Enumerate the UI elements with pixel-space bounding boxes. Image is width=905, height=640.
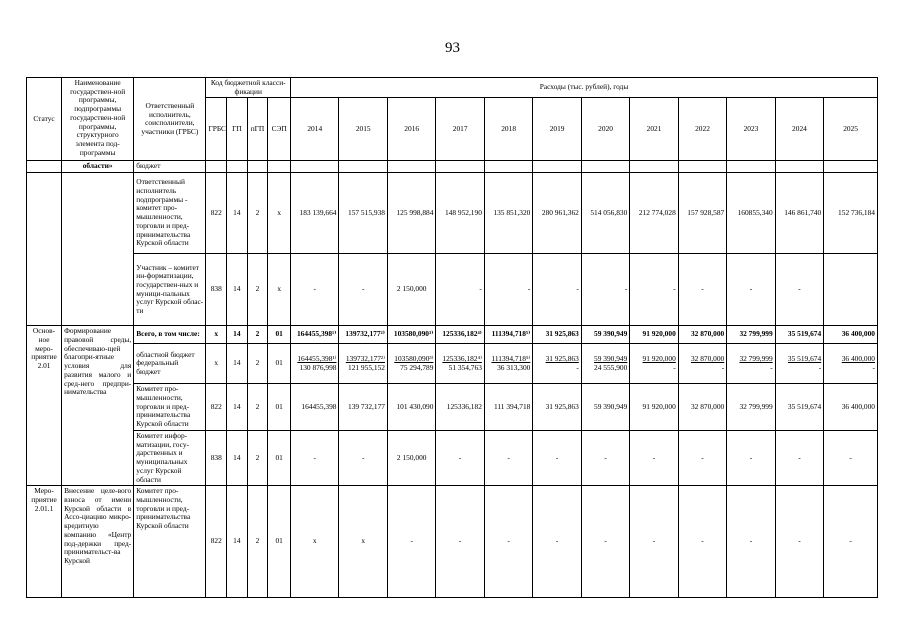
value-cell: 125336,182 bbox=[436, 384, 484, 431]
header-code-group: Код бюджетной класси-фикации bbox=[206, 78, 291, 98]
grbs-cell: 838 bbox=[206, 254, 227, 326]
value-cell: 36 400,000 bbox=[824, 384, 878, 431]
executor-cell: бюджет bbox=[134, 161, 206, 173]
value-cell bbox=[824, 344, 878, 384]
header-executor: Ответственный исполнитель, соисполнители, участники (ГРБС) bbox=[134, 78, 206, 161]
regional-value: 139732,177²⁾ bbox=[345, 353, 385, 363]
value-cell: - bbox=[727, 430, 775, 485]
value-cell: 103580,090³⁾ bbox=[387, 326, 435, 344]
value-cell bbox=[291, 344, 339, 384]
header-grbs: ГРБС bbox=[206, 98, 227, 161]
executor-cell: Комитет про-мышленности, торговли и пред-принимательства Курской области bbox=[134, 384, 206, 431]
status-cell bbox=[27, 173, 62, 326]
value-cell: 35 519,674 bbox=[775, 384, 823, 431]
value-cell: 31 925,863 bbox=[533, 384, 581, 431]
executor-cell: Всего, в том числе: bbox=[134, 326, 206, 344]
header-expenses: Расходы (тыс. рублей), годы bbox=[291, 78, 878, 98]
regional-value: 36 400,000 bbox=[841, 353, 875, 363]
value-cell: 139732,177²⁾ bbox=[339, 326, 387, 344]
value-cell: х bbox=[339, 486, 387, 598]
value-cell: 91 920,000 bbox=[630, 384, 678, 431]
value-cell: - bbox=[630, 254, 678, 326]
value-cell: 2 150,000 bbox=[387, 430, 435, 485]
executor-cell: Ответственный исполнитель подпрограммы - комитет про-мышленности, торговли и пред-принимательства Курской области bbox=[134, 173, 206, 254]
header-year: 2021 bbox=[630, 98, 678, 161]
header-year: 2022 bbox=[678, 98, 726, 161]
value-cell: 32 870,000 bbox=[678, 384, 726, 431]
value-cell: - bbox=[436, 430, 484, 485]
value-cell: - bbox=[387, 486, 435, 598]
federal-value: 36 313,300 bbox=[497, 362, 531, 372]
header-year: 2015 bbox=[339, 98, 387, 161]
header-year: 2020 bbox=[581, 98, 629, 161]
value-cell: х bbox=[291, 486, 339, 598]
federal-value: - bbox=[576, 362, 579, 372]
gp-cell: 14 bbox=[227, 384, 248, 431]
value-cell: 36 400,000 bbox=[824, 326, 878, 344]
value-cell: 164455,398¹⁾ bbox=[291, 326, 339, 344]
value-cell: 31 925,863 bbox=[533, 326, 581, 344]
sep-cell: х bbox=[268, 254, 291, 326]
value-cell: - bbox=[630, 430, 678, 485]
value-cell: 111 394,718 bbox=[484, 384, 532, 431]
status-cell bbox=[27, 161, 62, 173]
value-cell: - bbox=[824, 430, 878, 485]
value-cell: - bbox=[533, 254, 581, 326]
value-cell: - bbox=[291, 254, 339, 326]
value-cell: - bbox=[436, 254, 484, 326]
value-cell bbox=[436, 344, 484, 384]
value-cell: - bbox=[630, 486, 678, 598]
value-cell: - bbox=[678, 486, 726, 598]
value-cell: 160855,340 bbox=[727, 173, 775, 254]
value-cell: 164455,398 bbox=[291, 384, 339, 431]
gp-cell: 14 bbox=[227, 254, 248, 326]
value-cell: 157 928,587 bbox=[678, 173, 726, 254]
grbs-cell: х bbox=[206, 326, 227, 344]
name-cell bbox=[62, 173, 134, 326]
value-cell: - bbox=[484, 254, 532, 326]
federal-value: 121 955,152 bbox=[348, 362, 385, 372]
executor-cell: Комитет про-мышленности, торговли и пред-принимательства Курской области bbox=[134, 486, 206, 598]
federal-value: - bbox=[721, 362, 725, 372]
value-cell bbox=[581, 344, 629, 384]
value-cell: 135 851,320 bbox=[484, 173, 532, 254]
value-cell bbox=[630, 344, 678, 384]
pgp-cell: 2 bbox=[247, 486, 268, 598]
header-year: 2017 bbox=[436, 98, 484, 161]
value-cell: - bbox=[339, 430, 387, 485]
value-cell bbox=[824, 254, 878, 326]
pgp-cell: 2 bbox=[247, 173, 268, 254]
value-cell: - bbox=[291, 430, 339, 485]
value-cell: 91 920,000 bbox=[630, 326, 678, 344]
regional-value: 35 519,674 bbox=[787, 353, 822, 363]
regional-value: 59 390,949 bbox=[594, 353, 628, 363]
value-cell: 32 799,999 bbox=[727, 384, 775, 431]
value-cell: 32 870,000 bbox=[678, 326, 726, 344]
federal-value: - bbox=[770, 362, 773, 372]
gp-cell: 14 bbox=[227, 486, 248, 598]
sep-cell: 01 bbox=[268, 326, 291, 344]
sep-cell: 01 bbox=[268, 430, 291, 485]
name-cell: Внесение целе-вого взноса от имени Курской области в Ассо-циацию микро-кредитную компанию «Центр под-держки пред-принимательст-ва Курской bbox=[62, 486, 134, 598]
value-cell bbox=[484, 344, 532, 384]
header-sep: СЭП bbox=[268, 98, 291, 161]
sep-cell: 01 bbox=[268, 486, 291, 598]
value-cell: - bbox=[533, 486, 581, 598]
grbs-cell: 822 bbox=[206, 486, 227, 598]
value-cell: - bbox=[727, 486, 775, 598]
value-cell: - bbox=[678, 254, 726, 326]
regional-value: 111394,718⁵⁾ bbox=[491, 353, 531, 363]
gp-cell: 14 bbox=[227, 173, 248, 254]
name-cell: области» bbox=[62, 161, 134, 173]
gp-cell: 14 bbox=[227, 430, 248, 485]
value-cell: 2 150,000 bbox=[387, 254, 435, 326]
pgp-cell: 2 bbox=[247, 254, 268, 326]
status-cell: Основ-ное меро-приятие 2.01 bbox=[27, 326, 62, 486]
header-year: 2014 bbox=[291, 98, 339, 161]
sep-cell: 01 bbox=[268, 344, 291, 384]
value-cell: 148 952,190 bbox=[436, 173, 484, 254]
value-cell: 125336,182⁴⁾ bbox=[436, 326, 484, 344]
value-cell: 152 736,184 bbox=[824, 173, 878, 254]
federal-value: 51 354,763 bbox=[448, 362, 482, 372]
value-cell: 146 861,740 bbox=[775, 173, 823, 254]
header-status: Статус bbox=[27, 78, 62, 161]
federal-value: - bbox=[818, 362, 822, 372]
regional-value: 32 870,000 bbox=[690, 353, 725, 363]
regional-value: 31 925,863 bbox=[545, 353, 579, 363]
value-cell: 35 519,674 bbox=[775, 326, 823, 344]
value-cell: 514 056,830 bbox=[581, 173, 629, 254]
gp-cell: 14 bbox=[227, 344, 248, 384]
value-cell: 111394,718⁵⁾ bbox=[484, 326, 532, 344]
header-name: Наименование государствен-ной программы, подпрограммы государствен-ной программы, структурного элемента под-программы bbox=[62, 78, 134, 161]
header-year: 2018 bbox=[484, 98, 532, 161]
status-cell: Меро-приятие 2.01.1 bbox=[27, 486, 62, 598]
value-cell bbox=[533, 344, 581, 384]
value-cell bbox=[387, 344, 435, 384]
value-cell bbox=[339, 344, 387, 384]
header-year: 2025 bbox=[824, 98, 878, 161]
value-cell: 125 998,884 bbox=[387, 173, 435, 254]
federal-value: 130 876,998 bbox=[299, 362, 337, 372]
gp-cell: 14 bbox=[227, 326, 248, 344]
grbs-cell: 822 bbox=[206, 173, 227, 254]
regional-value: 125336,182⁴⁾ bbox=[442, 353, 482, 363]
page-number: 93 bbox=[445, 40, 460, 56]
header-year: 2023 bbox=[727, 98, 775, 161]
header-year: 2024 bbox=[775, 98, 823, 161]
pgp-cell: 2 bbox=[247, 430, 268, 485]
value-cell: 59 390,949 bbox=[581, 384, 629, 431]
pgp-cell: 2 bbox=[247, 384, 268, 431]
name-cell: Формирование правовой среды, обеспечиваю-щей благопри-ятные условия для развития малого и сред-него предпри-нимательства bbox=[62, 326, 134, 486]
header-pgp: пГП bbox=[247, 98, 268, 161]
value-cell: 32 799,999 bbox=[727, 326, 775, 344]
value-cell: 183 139,664 bbox=[291, 173, 339, 254]
federal-value: - bbox=[673, 362, 676, 372]
federal-value: 24 555,900 bbox=[594, 362, 628, 372]
grbs-cell: 822 bbox=[206, 384, 227, 431]
value-cell bbox=[775, 344, 823, 384]
regional-value: 103580,090³⁾ bbox=[394, 353, 434, 363]
value-cell: - bbox=[775, 254, 823, 326]
header-gp: ГП bbox=[227, 98, 248, 161]
regional-value: 91 920,000 bbox=[642, 353, 676, 363]
value-cell: 139 732,177 bbox=[339, 384, 387, 431]
value-cell: - bbox=[775, 430, 823, 485]
grbs-cell: х bbox=[206, 344, 227, 384]
header-year: 2016 bbox=[387, 98, 435, 161]
value-cell: 280 961,362 bbox=[533, 173, 581, 254]
pgp-cell: 2 bbox=[247, 344, 268, 384]
value-cell: - bbox=[436, 486, 484, 598]
value-cell: - bbox=[339, 254, 387, 326]
pgp-cell: 2 bbox=[247, 326, 268, 344]
grbs-cell: 838 bbox=[206, 430, 227, 485]
value-cell: - bbox=[678, 430, 726, 485]
value-cell: - bbox=[581, 430, 629, 485]
value-cell: 101 430,090 bbox=[387, 384, 435, 431]
executor-cell: Комитет инфор-матизации, госу-дарственных и муниципальных услуг Курской области bbox=[134, 430, 206, 485]
value-cell: - bbox=[581, 486, 629, 598]
executor-cell: Участник – комитет ин-форматизации, государствен-ных и муници-пальных услуг Курской облас-ти bbox=[134, 254, 206, 326]
value-cell: - bbox=[484, 430, 532, 485]
value-cell bbox=[727, 344, 775, 384]
header-year: 2019 bbox=[533, 98, 581, 161]
federal-value: 75 294,789 bbox=[400, 362, 434, 372]
regional-value: 164455,398¹⁾ bbox=[297, 353, 337, 363]
value-cell: - bbox=[533, 430, 581, 485]
value-cell: - bbox=[484, 486, 532, 598]
sep-cell: 01 bbox=[268, 384, 291, 431]
sep-cell: х bbox=[268, 173, 291, 254]
value-cell: 59 390,949 bbox=[581, 326, 629, 344]
value-cell: - bbox=[775, 486, 823, 598]
value-cell: - bbox=[727, 254, 775, 326]
value-cell: - bbox=[824, 486, 878, 598]
value-cell: 212 774,028 bbox=[630, 173, 678, 254]
budget-table bbox=[26, 77, 878, 598]
federal-value: - bbox=[872, 362, 875, 372]
value-cell: 157 515,938 bbox=[339, 173, 387, 254]
executor-cell: областной бюджет федеральный бюджет bbox=[134, 344, 206, 384]
value-cell: - bbox=[581, 254, 629, 326]
regional-value: 32 799,999 bbox=[739, 353, 773, 363]
value-cell bbox=[678, 344, 726, 384]
